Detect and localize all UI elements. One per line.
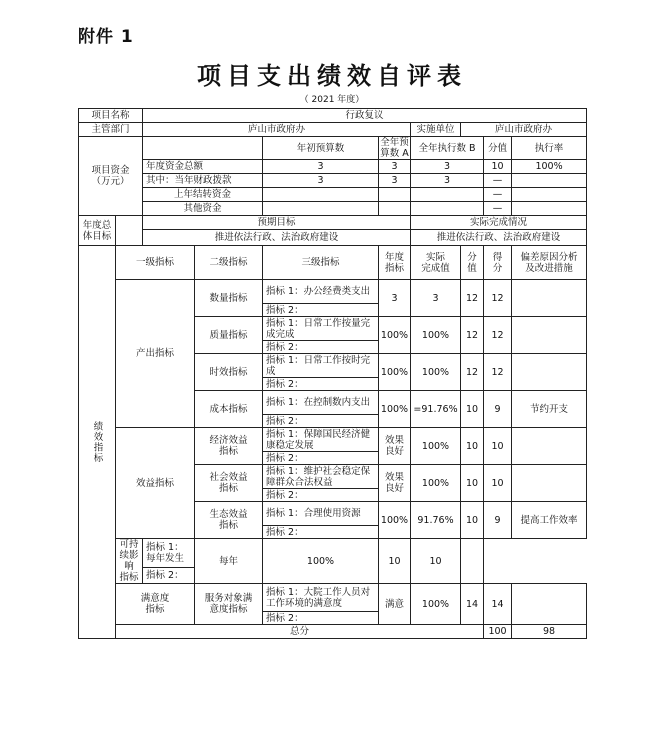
funds-value: 3 [379,160,411,174]
impl-label: 实施单位 [411,123,461,137]
year-label: （ 2021 年度） [299,95,365,105]
level3-indicator: 指标 1：办公经费类支出 [263,280,379,304]
table-row [79,280,587,304]
level3-indicator: 指标 2： [263,526,379,539]
level2-indicator: 质量指标 [195,317,263,354]
dept-label: 主管部门 [79,123,143,137]
table-cell [116,216,143,246]
funds-header: 全年执行数 B [411,137,484,160]
level2-indicator: 成本指标 [195,391,263,428]
level2-indicator: 时效指标 [195,354,263,391]
annual-target: 100% [379,354,411,391]
score-value: 10 [461,428,484,465]
deviation-reason [512,280,587,317]
score-value: 10 [379,539,411,584]
funds-value: 100% [512,160,587,174]
deviation-reason [512,465,587,502]
got-value: 10 [484,465,512,502]
table-row [79,188,587,202]
goal-label: 年度总体目标 [79,216,116,246]
funds-value [512,174,587,188]
annual-target: 效果 良好 [379,465,411,502]
funds-value: 10 [484,160,512,174]
level1-indicator: 满意度 指标 [116,584,195,625]
annual-target: 3 [379,280,411,317]
score-value: 12 [461,280,484,317]
actual-value: 3 [411,280,461,317]
level3-indicator: 指标 1：在控制数内支出 [263,391,379,415]
level2-indicator: 生态效益 指标 [195,502,263,539]
level3-indicator: 指标 2： [263,341,379,354]
impl-value: 庐山市政府办 [461,123,587,137]
table-row [79,123,587,137]
actual-value: 100% [263,539,379,584]
funds-row-label: 年度资金总额 [143,160,263,174]
funds-value: 3 [411,174,484,188]
attachment-label: 附件 1 [78,27,134,47]
funds-value [411,188,484,202]
level2-indicator: 经济效益 指标 [195,428,263,465]
funds-value: 3 [263,160,379,174]
deviation-reason: 节约开支 [512,391,587,428]
got-value: 9 [484,391,512,428]
perf-header: 分 值 [461,246,484,280]
perf-header: 三级指标 [263,246,379,280]
annual-target: 满意 [379,584,411,625]
level2-indicator: 服务对象满 意度指标 [195,584,263,625]
level3-indicator: 指标 1：保障国民经济健康稳定发展 [263,428,379,452]
level3-indicator: 指标 1：大院工作人员对工作环境的满意度 [263,584,379,612]
funds-value: 3 [263,174,379,188]
score-value: 10 [461,465,484,502]
actual-value: 100% [411,354,461,391]
deviation-reason [512,428,587,465]
funds-value [411,202,484,216]
funds-row-label: 上年结转资金 [143,188,263,202]
table-row [79,202,587,216]
funds-row-label: 其他资金 [143,202,263,216]
got-value: 14 [484,584,512,625]
level3-indicator: 指标 2： [263,452,379,465]
got-value: 10 [484,428,512,465]
funds-value: — [484,188,512,202]
level2-indicator: 可持续影响 指标 [116,539,143,584]
level3-indicator: 指标 2： [143,568,195,584]
table-row [79,584,587,612]
annual-target: 100% [379,317,411,354]
actual-value: 91.76% [411,502,461,539]
deviation-reason [512,317,587,354]
level3-indicator: 指标 1：每年发生 [143,539,195,568]
perf-header: 年度 指标 [379,246,411,280]
deviation-reason [461,539,484,584]
expected-label: 预期目标 [143,216,411,230]
funds-label: 项目资金 （万元） [79,137,143,216]
level3-indicator: 指标 2： [263,304,379,317]
table-row [79,625,587,639]
table-cell [143,137,263,160]
table-row [79,230,587,246]
deviation-reason [512,354,587,391]
deviation-reason [512,584,587,625]
table-row [79,428,587,452]
level3-indicator: 指标 1：日常工作按时完成 [263,354,379,378]
evaluation-table [78,108,587,639]
deviation-reason: 提高工作效率 [512,502,587,539]
funds-header: 全年预算数 A [380,137,409,159]
score-value: 10 [461,502,484,539]
funds-value [512,188,587,202]
funds-header: 年初预算数 [263,137,379,160]
table-row [79,109,587,123]
level3-indicator: 指标 1：维护社会稳定保障群众合法权益 [263,465,379,489]
table-row [79,137,587,160]
actual-goal: 推进依法行政、法治政府建设 [411,230,587,246]
table-row [79,539,587,568]
actual-value: 100% [411,465,461,502]
perf-header: 偏差原因分析 及改进措施 [512,246,587,280]
table-row [79,174,587,188]
funds-value [512,202,587,216]
funds-value: 3 [411,160,484,174]
funds-value [263,202,379,216]
level1-indicator: 产出指标 [116,280,195,428]
annual-target: 100% [379,502,411,539]
dept-value: 庐山市政府办 [143,123,411,137]
total-label: 总分 [116,625,484,639]
table-row [79,246,587,280]
actual-value: 100% [411,317,461,354]
level3-indicator: 指标 2： [263,415,379,428]
project-name-value: 行政复议 [143,109,587,123]
score-value: 12 [461,354,484,391]
level2-indicator: 数量指标 [195,280,263,317]
table-row [79,216,587,230]
funds-value: 3 [379,174,411,188]
perf-header: 得 分 [484,246,512,280]
perf-header: 二级指标 [195,246,263,280]
level3-indicator: 指标 1：日常工作按量完成完成 [263,317,379,341]
got-value: 9 [484,502,512,539]
funds-value [379,202,411,216]
table-row [79,160,587,174]
perf-header: 实际 完成值 [411,246,461,280]
got-value: 12 [484,354,512,391]
actual-label: 实际完成情况 [411,216,587,230]
page-title: 项目支出绩效自评表 [197,61,467,90]
annual-target: 效果 良好 [379,428,411,465]
actual-value: =91.76% [411,391,461,428]
funds-value: — [484,174,512,188]
level3-indicator: 指标 1：合理使用资源 [263,502,379,526]
project-name-label: 项目名称 [79,109,143,123]
perf-label: 绩效指标 [79,246,116,639]
funds-value [263,188,379,202]
perf-header: 一级指标 [116,246,195,280]
level3-indicator: 指标 2： [263,378,379,391]
funds-header: 分值 [484,137,512,160]
got-value: 12 [484,317,512,354]
level2-indicator: 社会效益 指标 [195,465,263,502]
actual-value: 100% [411,584,461,625]
funds-value: — [484,202,512,216]
expected-goal: 推进依法行政、法治政府建设 [143,230,411,246]
annual-target: 100% [379,391,411,428]
score-value: 10 [461,391,484,428]
total-got: 98 [512,625,587,639]
funds-row-label: 其中：当年财政拨款 [143,174,263,188]
got-value: 10 [411,539,461,584]
level3-indicator: 指标 2： [263,489,379,502]
funds-header: 执行率 [512,137,587,160]
score-value: 14 [461,584,484,625]
total-score: 100 [484,625,512,639]
funds-value [379,188,411,202]
level3-indicator: 指标 2： [263,612,379,625]
got-value: 12 [484,280,512,317]
annual-target: 每年 [195,539,263,584]
actual-value: 100% [411,428,461,465]
score-value: 12 [461,317,484,354]
level1-indicator: 效益指标 [116,428,195,539]
